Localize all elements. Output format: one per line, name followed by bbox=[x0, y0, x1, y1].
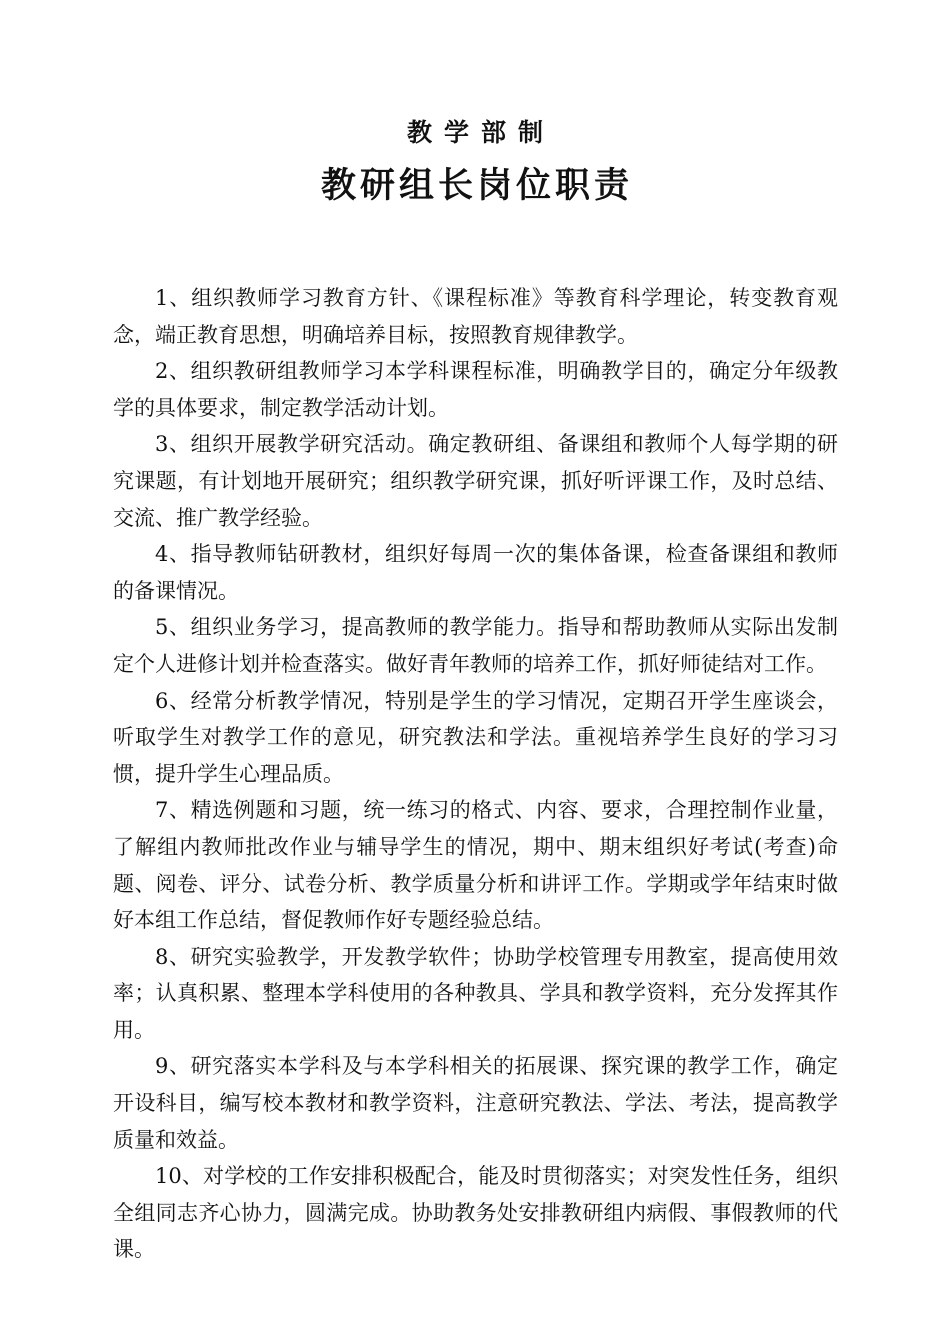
duty-paragraph-6: 6、经常分析教学情况，特别是学生的学习情况，定期召开学生座谈会，听取学生对教学工作的意见，研究教法和学法。重视培养学生良好的学习习惯，提升学生心理品质。 bbox=[113, 688, 838, 786]
duty-paragraph-8: 8、研究实验教学，开发教学软件；协助学校管理专用教室，提高使用效率；认真积累、整理本学科使用的各种教具、学具和教学资料，充分发挥其作用。 bbox=[113, 944, 838, 1042]
department-heading: 教学部制 bbox=[406, 118, 555, 147]
duty-paragraph-1: 1、组织教师学习教育方针、《课程标准》等教育科学理论，转变教育观念，端正教育思想，明确培养目标，按照教育规律教学。 bbox=[113, 286, 838, 347]
duty-paragraph-3: 3、组织开展教学研究活动。确定教研组、备课组和教师个人每学期的研究课题，有计划地开展研究；组织教学研究课，抓好听评课工作，及时总结、交流、推广教学经验。 bbox=[113, 432, 838, 530]
duty-paragraph-2: 2、组织教研组教师学习本学科课程标准，明确教学目的，确定分年级教学的具体要求，制定教学活动计划。 bbox=[113, 359, 838, 420]
duty-paragraph-10: 10、对学校的工作安排积极配合，能及时贯彻落实；对突发性任务，组织全组同志齐心协力，圆满完成。协助教务处安排教研组内病假、事假教师的代课。 bbox=[113, 1164, 838, 1262]
duty-paragraph-4: 4、指导教师钻研教材，组织好每周一次的集体备课，检查备课组和教师的备课情况。 bbox=[113, 542, 838, 603]
duty-paragraph-9: 9、研究落实本学科及与本学科相关的拓展课、探究课的教学工作，确定开设科目，编写校本教材和教学资料，注意研究教法、学法、考法，提高教学质量和效益。 bbox=[113, 1054, 838, 1152]
document-body bbox=[113, 280, 838, 1268]
duty-paragraph-5: 5、组织业务学习，提高教师的教学能力。指导和帮助教师从实际出发制定个人进修计划并检查落实。做好青年教师的培养工作，抓好师徒结对工作。 bbox=[113, 615, 838, 676]
duty-paragraph-7: 7、精选例题和习题，统一练习的格式、内容、要求，合理控制作业量，了解组内教师批改作业与辅导学生的情况，期中、期末组织好考试(考查)命题、阅卷、评分、试卷分析、教学质量分析和讲评工作。学期或学年结束时做好本组工作总结，督促教师作好专题经验总结。 bbox=[113, 798, 838, 933]
document-title: 教研组长岗位职责 bbox=[320, 165, 633, 206]
